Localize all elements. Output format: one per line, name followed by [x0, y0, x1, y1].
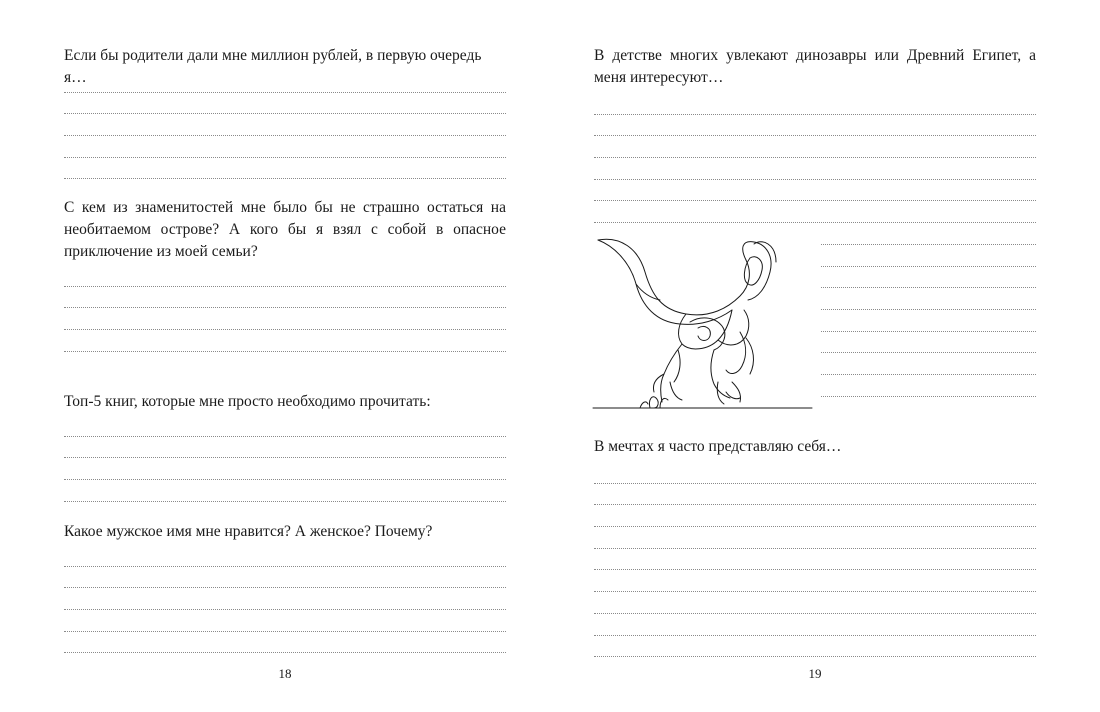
dotted-line: [64, 480, 506, 502]
dotted-line: [64, 545, 506, 567]
dotted-line: [64, 610, 506, 632]
dotted-line: [64, 330, 506, 352]
dotted-line: [594, 462, 1036, 484]
dotted-line: [594, 505, 1036, 527]
answer-lines-celebrity-island[interactable]: [64, 265, 506, 352]
dotted-line: [594, 180, 1036, 202]
dotted-line: [64, 71, 506, 93]
dotted-line: [64, 158, 506, 180]
dotted-line: [64, 136, 506, 158]
dotted-line: [594, 592, 1036, 614]
dotted-line: [64, 588, 506, 610]
prompt-dreams: В мечтах я часто представляю себя…: [594, 438, 842, 455]
answer-lines-top-5-books[interactable]: [64, 415, 506, 502]
answer-lines-dreams[interactable]: [594, 462, 1036, 657]
page-number-right: 19: [808, 666, 822, 681]
dotted-line: [594, 201, 1036, 223]
dotted-line: [594, 158, 1036, 180]
dotted-line: [64, 114, 506, 136]
dotted-line: [594, 570, 1036, 592]
dotted-line: [64, 308, 506, 330]
prompt-childhood-interests: В детстве многих увлекают динозавры или Древний Египет, а меня интересуют…: [594, 47, 1036, 86]
dotted-line: [64, 265, 506, 287]
dotted-line: [594, 636, 1036, 658]
dotted-line: [594, 93, 1036, 115]
page-number-left: 18: [278, 666, 292, 681]
dotted-line: [64, 415, 506, 437]
dotted-line: [64, 437, 506, 459]
dotted-line: [64, 632, 506, 654]
dotted-line: [64, 287, 506, 309]
answer-lines-million-rubles[interactable]: [64, 71, 506, 179]
dinosaur-illustration: [590, 232, 820, 417]
dotted-line: [594, 527, 1036, 549]
dotted-line: [64, 458, 506, 480]
dotted-line: [594, 549, 1036, 571]
dotted-line: [594, 136, 1036, 158]
prompt-celebrity-island: С кем из знаменитостей мне было бы не страшно остаться на необитаемом острове? А кого бы я взял с собой в опасное приключение из моей семьи?: [64, 199, 506, 260]
prompt-top-5-books: Топ-5 книг, которые мне просто необходимо прочитать:: [64, 393, 431, 410]
prompt-favorite-names: Какое мужское имя мне нравится? А женское? Почему?: [64, 523, 433, 540]
dotted-line: [594, 115, 1036, 137]
right-page: [550, 0, 1100, 712]
prompt-million-rubles: Если бы родители дали мне миллион рублей, в первую очередь я…: [64, 47, 482, 86]
dotted-line: [64, 567, 506, 589]
dotted-line: [594, 484, 1036, 506]
dotted-line: [64, 93, 506, 115]
answer-lines-favorite-names[interactable]: [64, 545, 506, 653]
dotted-line: [594, 614, 1036, 636]
